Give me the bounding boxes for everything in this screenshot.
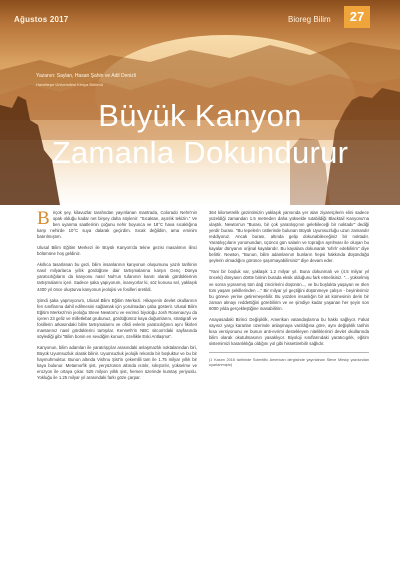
paragraph: Anayasadaki Birinci Değişiklik, Amerikan vatandaşlarına bu hakkı sağlıyor. Fakat sayısız yargı kararları üzerinde anlaşmaya varıldığına göre, aynı değişiklik tarihin kısa versiyonunu ve bunun anti-evrimi destekleyen nitelikleriniri devlet okullarında bilim olarak okutulmasının yasaklıyor. Biyoloji sınıflarındaki yaratıcıgılık, eğitim sistemimizi karanlıklığa oldığını yol gibi hissettirebilir sağlıdır.	[209, 316, 369, 346]
footnote-divider	[209, 352, 369, 353]
paragraph-text: irçok şey, kilavuzlar tarafından yayınlanan mantrada, Colorado Nehri'nin opak olduğu kadar net birşey daha söylenir: "Sıcaktan, aşırılık tekizin." Ve ben uyanma saatlerinin çoğunu nehir boyunca ve 18°C hava sıcaklığına karşı nehirde 10°C suya dalarak geçirdim. Sıcak değildim, ama eminim batırılmıştım.	[37, 210, 197, 240]
paragraph: Kanyonun, bilim adamları ile yaratılışçılar arasındaki anlaşmazlık noktalarından biri, Büyük Uyumsuzluk olarak bilinir. Uyumsuzluk jeolojik rekorda bir boşluktur ve bu bir haymuhmuktur. Bunun altında Vishnu Şist'in çekemlili tam ile 1.75 milyar yıllık bir kaya bulunur. Metamorfik şist, yeryüzünün altında ısıtılır, sıkıştırılır, yükselme ve erozyon ile ortaya çıkar. 525 milyon yıllık şist, hemen üzerinde kumtaş yeriyuslu. Yokluğu ile 1.25 milyar yıl arasındaki farkı göze çarpar.	[37, 344, 197, 381]
page-header	[0, 0, 400, 34]
author-byline: Yazanın: Saylan, Hasan Şahin ve Adil Denizli	[36, 73, 136, 79]
source-footnote: (1 Kasım 2016 tarihinde Scientific American dergisinde yayınlanan Steve Mirsky yazısından uyarlanmıştır)	[209, 357, 369, 368]
paragraph: Akıllıca tasarlanan bu gezi, bilim insanlarının kanyonun oluşumunu yazılı tarihinin nasıl milyarlarca yıllık gördüğüne dair tartışmalarına karşın Genç Dünya yaratıcılığıların da kanyonu nasıl Nuh'un tufanının kanıtı olarak gördüklerinin tartışmalarını içeri. Sadece şaka yapıyorum, inanıyorlar ki, söz konusu sel, yaklaşık 4400 yıl önce oluşturva kanyonun jeolojisi ve fosilleri üretildi.	[37, 262, 197, 292]
magazine-section: Bioreg Bilim	[288, 15, 331, 24]
title-line-1: Büyük Kanyon	[98, 98, 302, 133]
paragraph: Ulusal Bilim Eğitim Merkezi ile Büyük Kanyon'da tekne gezisi masalımın ilinci bölümüne hoş geldiniz.	[37, 245, 197, 257]
author-affiliation: Hacettepe Üniversitesi Kimya Bölümü	[36, 82, 103, 87]
issue-date: Ağustos 2017	[14, 15, 69, 24]
page-number: 27	[344, 6, 370, 28]
article-body	[37, 210, 380, 560]
drop-cap: B	[37, 208, 50, 229]
article-title	[0, 97, 400, 171]
paragraph	[37, 210, 197, 240]
left-column	[37, 210, 197, 386]
paragraph: 364 kilometrelik gezintimizin yaklaşık yarısında yer alan ziyaretçilerin elini sadece yüzeldiği zamandan 1.5 metreden daha yükselde tutabildiği Blacktail Kanyonu'na ulaştık. Newton'un "Burası, bir çok yaratılışçının gelebileceği bir noktadır" dediği yerdir burası. "Bu tepelerin üstlerinde bulunan Büyük Uyumsuzluğu uzun zamandır reddiyoruz. Ancak burası, altında gelip dokunabileceğiniz bir noktadır. Yaratılışçıların yorumundan, üçüncü gün salarin ve toprağın ayrılması ile oluşan bu kayalar dünyanın orijinal kayalarıdır. Bu kayalara dokunarak 'sıfırlı' edebilirim" diye belirtir. Newton, "Bunun, bilim adamlarının bunların hepsi hakkında düşündüğü şeylerin olmadığını görünce şaşırmayabilirsiniz" diye devam eder.	[209, 210, 369, 264]
paragraph: Şimdi şaka yapmıyorum, Ulusal Bilim Eğitim Merkezi. Hikayenin devlet okullarının fen sınıflarına dahil edilmesini sağlamak için yorulmadan çaba gösterir. Ulusal Bilim Eğitim Merkezi'nin jeoloğu Steve Newton'u ve evrimci biyoloğu Josh Rosenau'yu da içeren 23 geliz ve milletlebat grubunuz, gördüğümüz kaya doğumlarını, stratigrafi ve fosillerin arkasındaki bilim tartışmalarını ve ofisli evlerin yaratıcılığının aynı fikirleri mantarınız nasıl gördüklerini tartışılar. Kenneth'in NBC sitcom'daki sayfasında söylediği gibi "Bilim bonin en sevdiğim konum, özellikle Eski Antlaşma".	[37, 297, 197, 339]
title-line-2: Zamanla Dokundurur	[51, 135, 349, 170]
paragraph: "Yani bir boşluk var, yaklaşık 1.2 milyar yıl. Buna dokunmalı ve (4.5 milyar yıl önceki) dünyanın dörtte birinin burada eksik olduğunu fark etmelisiniz. "... yükselmiş ve sonra yıpranmış tüm dağ zincirlerini düşünün..., ve bu boşlukta yaşayan ve ölen tüm yaşam şekillerinden ..." Bir milyar yıl geçtiğini düşünmeye çalışın - beyinlerimiz bu göreve yerine getiremeyebilir. Bu yüzden insanlığın bir ait kümesinin derin bir zaman almayı reddettiğini görebilirim ve ve şimdiye kadar yaşanan her şeyin son 6000 yılda gerçekleştiğine inanabilirim.	[209, 269, 369, 311]
right-column	[209, 210, 369, 374]
